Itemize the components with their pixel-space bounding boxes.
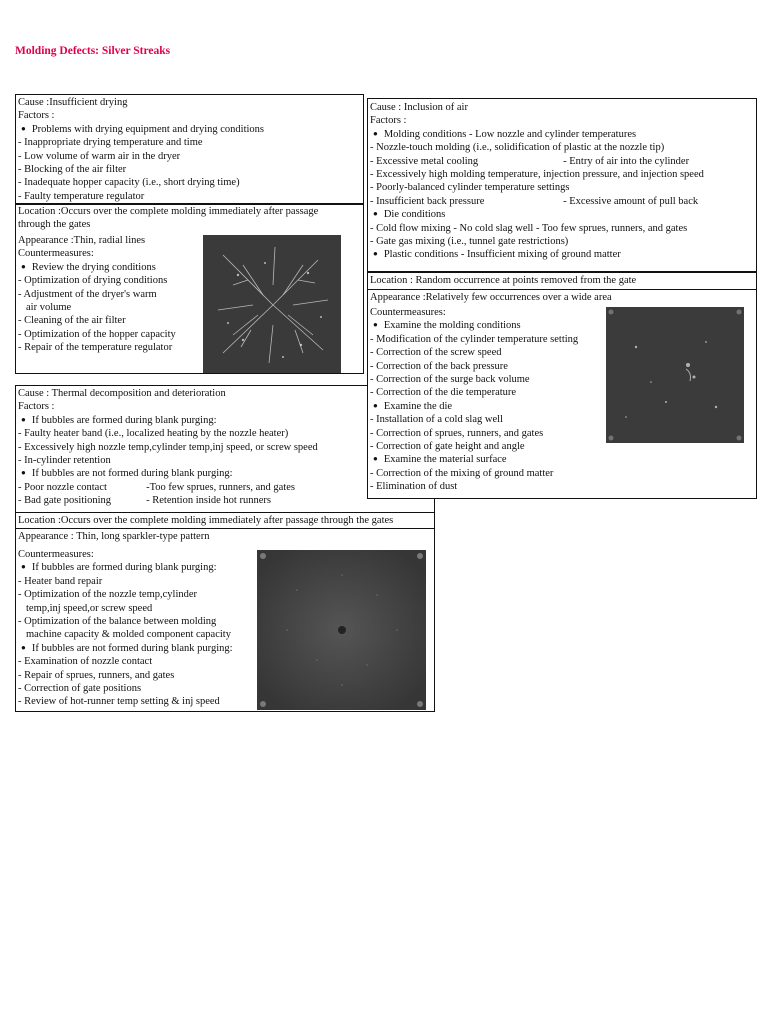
location-box-1 [15, 204, 364, 234]
cause-box-insufficient-drying [15, 94, 364, 204]
factor-item: - Gate gas mixing (i.e., tunnel gate restrictions) [370, 235, 754, 248]
countermeasures-label: Countermeasures: [18, 549, 94, 560]
factors-label: Factors : [18, 401, 55, 413]
factor-item [370, 195, 754, 208]
factor-item: - Blocking of the air filter [18, 163, 361, 176]
appearance-text: Appearance :Relatively few occurrences over a wide area [370, 292, 612, 303]
countermeasure-item: - Elimination of dust [370, 480, 754, 493]
factor-item: - Nozzle-touch molding (i.e., solidification of plastic at the nozzle tip) [370, 141, 754, 154]
location-text: Location : Random occurrence at points removed from the gate [370, 275, 637, 286]
countermeasure-bullet: ● Review the drying conditions [18, 261, 361, 274]
factor-item-right: -Too few sprues, runners, and gates [146, 481, 295, 493]
factor-bullet: ● Die conditions [370, 208, 754, 221]
factor-item: - Low volume of warm air in the dryer [18, 150, 361, 163]
countermeasure-item: - Optimization of the hopper capacity [18, 328, 361, 341]
appearance-text: Appearance :Thin, radial lines [18, 235, 146, 246]
factor-item: - Excessively high nozzle temp,cylinder temp,inj speed, or screw speed [18, 441, 432, 454]
countermeasures-label: Countermeasures: [18, 248, 94, 260]
countermeasure-item: - Repair of the temperature regulator [18, 341, 361, 354]
countermeasure-item: - Repair of sprues, runners, and gates [18, 669, 432, 682]
factors-label: Factors : [18, 110, 55, 122]
factor-item: - In-cylinder retention [18, 454, 432, 467]
countermeasure-bullet: ● Examine the die [370, 400, 754, 413]
location-text: Location :Occurs over the complete molding immediately after passage [18, 206, 319, 217]
countermeasure-item: - Correction of sprues, runners, and gates [370, 427, 754, 440]
location-box-5 [367, 272, 757, 290]
sparkler-pattern-photo [257, 550, 426, 710]
countermeasure-item: - Adjustment of the dryer's warm [18, 288, 361, 301]
cause-text: Cause :Insufficient drying [18, 97, 128, 108]
countermeasure-item: - Optimization of the balance between molding [18, 615, 432, 628]
countermeasure-bullet: ● Examine the material surface [370, 453, 754, 466]
scattered-defects-photo [606, 307, 744, 443]
page-title: Molding Defects: Silver Streaks [15, 45, 171, 57]
factor-bullet: ● If bubbles are not formed during blank purging: [18, 467, 432, 480]
factor-bullet: ● Molding conditions - Low nozzle and cylinder temperatures [370, 128, 754, 141]
factor-item-left: Insufficient back pressure [376, 195, 485, 207]
location-box-3 [15, 512, 435, 529]
countermeasure-bullet: ● Examine the molding conditions [370, 319, 754, 332]
factor-item-right: - Retention inside hot runners [146, 495, 271, 507]
factor-item-left: Poor nozzle contact [24, 481, 107, 493]
countermeasure-item: - Installation of a cold slag well [370, 413, 754, 426]
factor-item: - Inappropriate drying temperature and time [18, 136, 361, 149]
countermeasure-item: - Examination of nozzle contact [18, 655, 432, 668]
countermeasure-item: - Review of hot-runner temp setting & inj speed [18, 695, 432, 708]
factor-item: - Faulty temperature regulator [18, 190, 361, 203]
countermeasure-item: - Heater band repair [18, 575, 432, 588]
countermeasures-label: Countermeasures: [370, 307, 446, 318]
countermeasure-item: - Correction of the screw speed [370, 346, 754, 359]
countermeasure-item: - Correction of the die temperature [370, 386, 754, 399]
countermeasure-bullet: ● If bubbles are formed during blank purging: [18, 561, 432, 574]
countermeasure-item: - Correction of the surge back volume [370, 373, 754, 386]
countermeasure-item: - Correction of the mixing of ground matter [370, 467, 754, 480]
appearance-box-3 [15, 528, 435, 545]
countermeasure-item: - Optimization of the nozzle temp,cylinder [18, 588, 432, 601]
appearance-box-5 [367, 289, 757, 306]
factor-bullet: ● Plastic conditions - Insufficient mixing of ground matter [370, 248, 754, 261]
countermeasure-item: - Optimization of drying conditions [18, 274, 361, 287]
countermeasure-item: - Modification of the cylinder temperature setting [370, 333, 754, 346]
countermeasure-item: - Cleaning of the air filter [18, 314, 361, 327]
cause-text: Cause : Thermal decomposition and deterioration [18, 388, 226, 399]
location-text: Location :Occurs over the complete molding immediately after passage through the gates [18, 515, 394, 526]
countermeasure-item: - Correction of gate height and angle [370, 440, 754, 453]
factor-item-right: - Excessive amount of pull back [563, 195, 699, 207]
cause-box-inclusion-of-air [367, 98, 757, 272]
factor-item [370, 155, 754, 168]
countermeasure-item: air volume [26, 302, 72, 314]
location-text: through the gates [18, 218, 91, 230]
factors-label: Factors : [370, 115, 407, 127]
factor-bullet: ● If bubbles are formed during blank purging: [18, 414, 432, 427]
factor-item: - Poorly-balanced cylinder temperature settings [370, 181, 754, 194]
factor-item-left: Bad gate positioning [24, 495, 112, 507]
factor-item: - Faulty heater band (i.e., localized heating by the nozzle heater) [18, 427, 432, 440]
factor-item: - Excessively high molding temperature, injection pressure, and injection speed [370, 168, 754, 181]
factor-bullet: ● Problems with drying equipment and drying conditions [18, 123, 361, 136]
radial-lines-photo [203, 235, 341, 373]
factor-item: - Inadequate hopper capacity (i.e., short drying time) [18, 176, 361, 189]
cause-text: Cause : Inclusion of air [370, 102, 468, 113]
factor-item: - Cold flow mixing - No cold slag well - Too few sprues, runners, and gates [370, 222, 754, 235]
appearance-text: Appearance : Thin, long sparkler-type pattern [18, 531, 210, 542]
countermeasure-bullet: ● If bubbles are not formed during blank purging: [18, 642, 432, 655]
countermeasure-item: - Correction of the back pressure [370, 360, 754, 373]
factor-item-right: - Entry of air into the cylinder [563, 155, 690, 167]
factor-item-left: Excessive metal cooling [376, 155, 479, 167]
countermeasure-item: - Correction of gate positions [18, 682, 432, 695]
countermeasure-item: machine capacity & molded component capacity [26, 629, 231, 641]
countermeasure-item: temp,inj speed,or screw speed [26, 602, 153, 614]
